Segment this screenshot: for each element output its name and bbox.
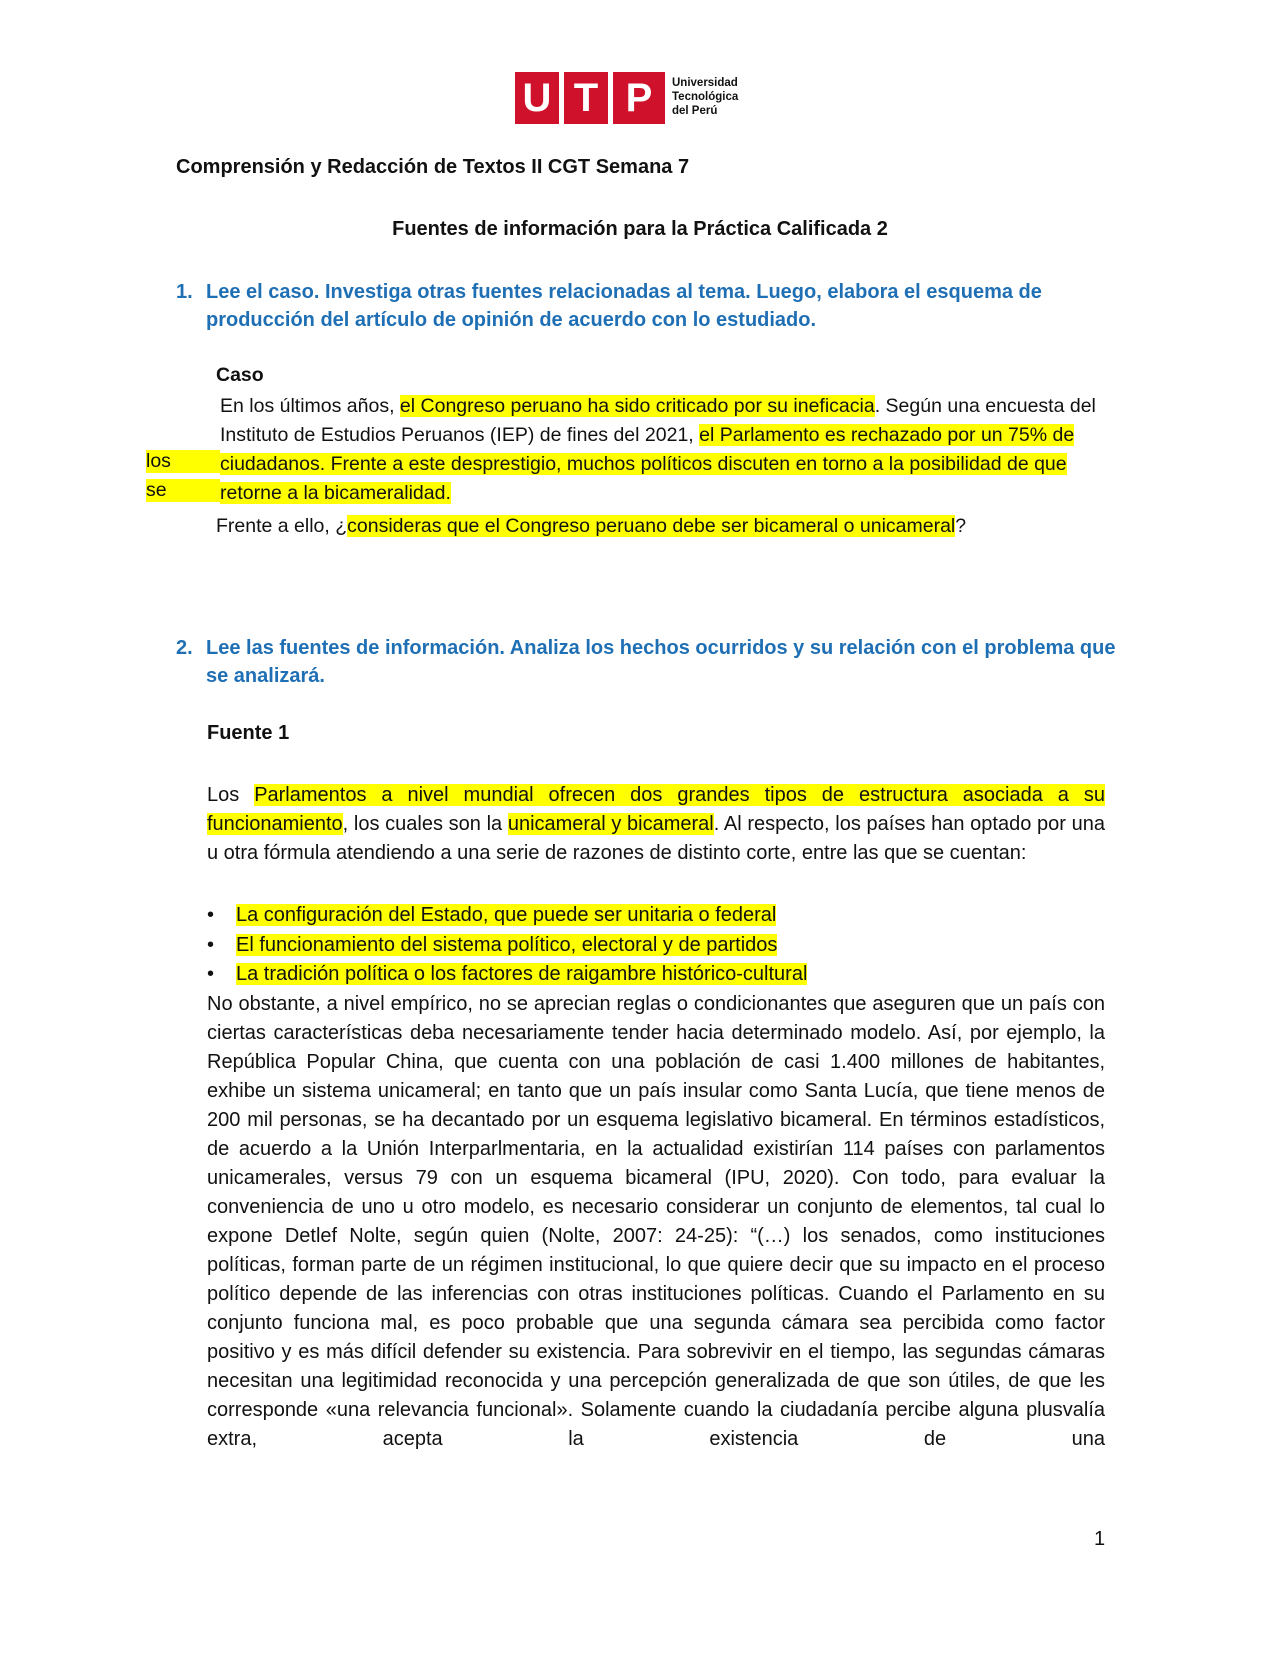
caso-question-highlight: consideras que el Congreso peruano debe ser bicameral o unicameral: [347, 515, 956, 537]
caso-text: En los últimos años,: [220, 395, 400, 417]
list-item-text: El funcionamiento del sistema político, electoral y de partidos: [236, 933, 778, 956]
logo-letter-p: P: [613, 72, 665, 124]
logo-letter-t: T: [564, 72, 608, 124]
caso-highlight: el Congreso peruano ha sido criticado por su ineficacia: [399, 395, 875, 417]
list-item-text: La configuración del Estado, que puede ser unitaria o federal: [236, 904, 777, 926]
question-number: 1.: [176, 281, 193, 303]
caso-question-text: ?: [955, 515, 967, 537]
list-item-text: La tradición política o los factores de raigambre histórico-cultural: [236, 963, 808, 985]
fuente-body-paragraph: No obstante, a nivel empírico, no se aprecian reglas o condicionantes que aseguren que un país con ciertas características deba necesariamente tender hacia determinado modelo. Así, por ejemplo, la República Popular China, que cuenta con una población de casi 1.400 millones de habitantes, exhibe un sistema unicameral; en tanto que un país insular como Santa Lucía, que tiene menos de 200 mil personas, se ha decantado por un esquema legislativo bicameral. En términos estadísticos, de acuerdo a la Unión Interparlmentaria, en la actualidad existirían 114 países con parlamentos unicamerales, versus 79 con un esquema bicameral (IPU, 2020). Con todo, para evaluar la conveniencia de uno u otro modelo, es necesario considerar un conjunto de elementos, tal cual lo expone Detlef Nolte, según quien (Nolte, 2007: 24-25): “(…) los senados, como instituciones políticas, forman parte de un régimen institucional, lo que quiere decir que su impacto en el proceso político depende de las inferencias con otras instituciones políticas. Cuando el Parlamento en su conjunto funciona mal, es poco probable que una segunda cámara sea percibida como factor positivo y es más difícil defender su existencia. Para sobrevivir en el tiempo, las segundas cámaras necesitan una legitimidad reconocida y una percepción generalizada de que son útiles, de que les corresponde «una relevancia funcional». Solamente cuando la ciudadanía percibe alguna plusvalía extra, acepta la existencia de una: [207, 993, 1105, 1450]
question-1: [176, 278, 1116, 334]
caso-question-text: Frente a ello, ¿: [216, 515, 348, 537]
bullet-icon: •: [207, 904, 215, 926]
fuente-label: Fuente 1: [207, 722, 290, 744]
logo-text: [672, 76, 762, 118]
fuente-text: Los: [207, 784, 255, 806]
logo-text-line: Tecnológica: [672, 91, 739, 103]
course-title: Comprensión y Redacción de Textos II CGT Semana 7: [176, 156, 690, 178]
caso-highlight: el Parlamento es rechazado por un 75% de ciudadanos. Frente a este desprestigio, muchos políticos discuten en torno a la posibilidad de que retorne a la bicameralidad.: [220, 424, 1075, 504]
caso-paragraph: [220, 392, 1120, 508]
fuente-intro-paragraph: [207, 781, 1105, 868]
list-item: [207, 931, 1107, 961]
margin-word: los: [146, 450, 220, 473]
logo-letter-u: U: [515, 72, 559, 124]
logo-text-line: del Perú: [672, 105, 718, 117]
question-text: Lee el caso. Investiga otras fuentes relacionadas al tema. Luego, elabora el esquema de producción del artículo de opinión de acuerdo con lo estudiado.: [206, 281, 1042, 331]
fuente-text: , los cuales son la: [342, 813, 508, 835]
bullet-icon: •: [207, 963, 215, 985]
bullet-icon: •: [207, 933, 215, 956]
page-number: 1: [1094, 1528, 1106, 1550]
question-text: Lee las fuentes de información. Analiza los hechos ocurridos y su relación con el problema que se analizará.: [206, 637, 1116, 687]
document-title: Fuentes de información para la Práctica Calificada 2: [392, 218, 888, 240]
list-item: [207, 901, 1107, 931]
caso-question: [216, 515, 966, 538]
fuente-text: . Al respecto, los países han optado por una u otra fórmula atendiendo a una serie de razones de distinto corte, entre las que se cuentan:: [207, 813, 1105, 864]
bullet-list: [207, 901, 1107, 990]
fuente-highlight: Parlamentos a nivel mundial ofrecen dos grandes tipos de estructura asociada a su funcionamiento: [207, 784, 1105, 835]
question-number: 2.: [176, 637, 193, 659]
caso-text: . Según una encuesta del Instituto de Estudios Peruanos (IEP) de fines del 2021,: [220, 395, 1096, 446]
margin-word: se: [146, 479, 220, 502]
question-2: [176, 634, 1116, 690]
logo-text-line: Universidad: [672, 77, 738, 89]
caso-label: Caso: [216, 364, 264, 386]
fuente-highlight: unicameral y bicameral: [507, 813, 714, 835]
list-item: [207, 960, 1107, 990]
